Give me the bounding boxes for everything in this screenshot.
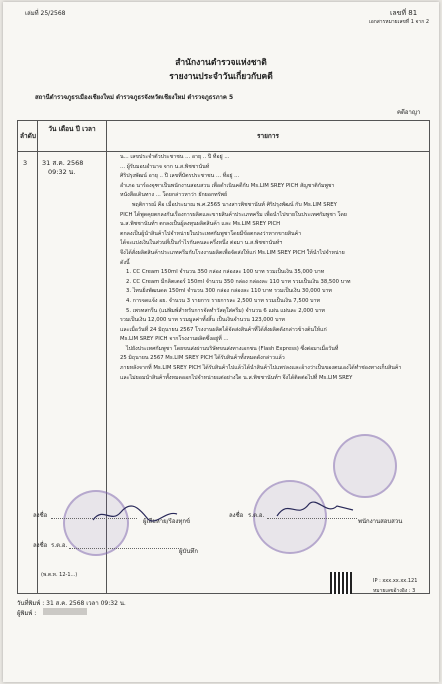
body-line: 2. CC Cream มีกลิตเตอร์ 150ml จำนวน 350 กล่อง กล่องละ 110 บาท รวมเป็นเงิน 38,500 บาท — [126, 278, 351, 285]
reference-number: หมายเลขอ้างอิง : 3 — [373, 588, 416, 594]
body-line: ตกลงเป็นผู้นำสินค้าไปจำหน่ายในประเทศกัมพูชาโดยมีข้อตกลงว่าหากขายสินค้า — [120, 230, 302, 237]
row-date: 31 ส.ค. 2568 — [42, 159, 84, 167]
page-number: เลขที่ 81 — [390, 9, 418, 17]
body-line: อำเภอ นาร์องจุฑาเป็นพนักงานสอบสวน เพื่อดำเนินคดีกับ Ms.LIM SREY PICH สัญชาติกัมพูชา — [120, 182, 335, 189]
body-line: 1. CC Cream 150ml จำนวน 350 กล่อง กล่องละ 100 บาท รวมเป็นเงิน 35,000 บาท — [126, 269, 325, 276]
ip-address: IP : xxx.xx.xx.121 — [373, 578, 418, 584]
victim-signature — [91, 502, 181, 526]
body-line: น... เลขประจำตัวประชาชน ... อายุ .. ปี ที่อยู่ ... — [120, 154, 230, 160]
row-sequence: 3 — [23, 159, 28, 167]
body-line: Ms.LIM SREY PICH จากโรงงานผลิตซึ่งอยู่ที่ ... — [120, 336, 229, 343]
agency-name: สำนักงานตำรวจแห่งชาติ — [175, 58, 267, 68]
body-line: 5. เพรทสกรีน (แม่พิมพ์สำหรับการจัดทำวัสดุใส่ครีม) จำนวน 6 แผ่น แผ่นละ 2,000 บาท — [126, 307, 325, 314]
body-line: ... ผู้รับมอบอำนาจ จาก น.ส.พิชชานันท์ — [120, 163, 210, 170]
printer-name-redacted — [43, 608, 87, 615]
body-line: 4. การจดแจ้ง อย. จำนวน 3 รายการ รายการละ 2,500 บาท รวมเป็นเงิน 7,500 บาท — [126, 297, 320, 304]
officer-signature — [275, 496, 355, 522]
report-body — [120, 153, 418, 383]
body-line: และเมื่อวันที่ 24 มิถุนายน 2567 โรงงานผลิตได้จัดส่งสินค้าที่ได้สั่งผลิตดังกล่าวข้างต้นให้แก่ — [120, 326, 327, 333]
stamp-caption: (พ.ต.ท. 12-1...) — [41, 572, 78, 578]
body-line: พฤติการณ์ คือ เมื่อประมาณ พ.ศ.2565 นางสาวพิชชานันท์ ศิริปรุงพัฒน์ กับ Ms.LIM SREY — [132, 201, 337, 208]
column-header-sequence: ลำดับ — [20, 132, 36, 140]
body-line: หนังสือเดินทาง ... โดยกล่าวหาว่า ยักยอกทรัพย์ — [120, 192, 228, 199]
body-line: ได้จะแบ่งเงินในส่วนที่เป็นกำไรกันคนละครึ่งหนึ่ง ต่อมา น.ส.พิชชานันท์ฯ — [120, 240, 283, 247]
sign-label-recorder: ลงชื่อ — [33, 542, 48, 549]
report-page — [3, 2, 439, 682]
body-line: PICH ได้พูดคุยตกลงกันเรื่องการผลิตและขายสินค้าประเภทครีม เพื่อนำไปขายในประเทศกัมพูชา โดย — [120, 211, 347, 218]
print-date: วันที่พิมพ์ : 31 ส.ค. 2568 เวลา 09:32 น. — [17, 600, 126, 607]
qr-code — [330, 572, 352, 594]
column-header-items: รายการ — [256, 132, 280, 140]
column-header-date: วัน เดือน ปี เวลา — [48, 125, 96, 133]
printer-label: ผู้พิมพ์ : — [17, 610, 37, 617]
sign-label-victim: ลงชื่อ — [33, 512, 48, 519]
body-line: 25 มิถุนายน 2567 Ms.LIM SREY PICH ได้รับสินค้าทั้งหมดดังกล่าวแล้ว — [120, 355, 285, 362]
sign-rank-officer: ร.ต.อ. — [248, 512, 265, 519]
row-time: 09:32 น. — [48, 168, 76, 176]
body-line: ศิริปรุงพัฒน์ อายุ .. ปี เลขที่บัตรประชาชน ... ที่อยู่ ... — [120, 173, 240, 180]
case-type: คดีอาญา — [397, 109, 421, 116]
sign-label-officer: ลงชื่อ — [229, 512, 244, 519]
body-line: จึงได้สั่งผลิตสินค้าประเภทครีมกับโรงงานผลิตเพื่อจัดส่งให้แก่ Ms.LIM SREY PICH ให้นำไปจำหน่าย — [120, 249, 345, 256]
sign-title-recorder: ผู้บันทึก — [179, 548, 199, 555]
body-line: น.ส.พิชชานันท์ฯ ตกลงเป็นผู้ลงทุนผลิตสินค้า และ Ms.LIM SREY PICH — [120, 221, 281, 228]
sign-rank-recorder: ร.ต.อ. — [51, 542, 68, 549]
signature-line-recorder — [69, 548, 179, 549]
body-line: และไม่ยอมนำสินค้าทั้งหมดออกไปจำหน่ายแต่อย่างใด น.ส.พิชชานันท์ฯ จึงได้ติดต่อไปที่ Ms.LIM SREY — [120, 374, 353, 381]
document-code: เอกสารหมายเลขที่ 1 จาก 2 — [369, 19, 429, 25]
body-line: ดังนี้ — [120, 259, 130, 266]
station-line: สถานีตำรวจภูธรเมืองเชียงใหม่ ตำรวจภูธรจังหวัดเชียงใหม่ ตำรวจภูธรภาค 5 — [35, 94, 234, 101]
book-number: เล่มที่ 25/2568 — [25, 10, 66, 17]
sign-title-victim: ผู้เสียหาย/ร้องทุกข์ — [143, 518, 191, 525]
official-seal-right — [333, 434, 397, 498]
body-line: รวมเป็นเงิน 12,000 บาท รวมมูลค่าทั้งสิ้น เป็นเงินจำนวน 123,000 บาท — [120, 317, 285, 324]
body-line: ภายหลังจากที่ Ms.LIM SREY PICH ได้รับสินค้าไปแล้วได้นำสินค้าไปแพร่ลงและอ้างว่าเป็นของตนเองได้ทำช่องทางเก็บสินค้า — [120, 365, 402, 372]
report-title: รายงานประจำวันเกี่ยวกับคดี — [169, 72, 273, 82]
body-line: 3. ไทนยิ่งพัฒนดด 150ml จำนวน 300 กล่อง กล่องละ 110 บาท รวมเป็นเงิน 30,000 บาท — [126, 288, 332, 295]
body-line: ไปยังประเทศกัมพูชา โดยขนส่งผ่านบริษัทขนส่งทางเอกชน (Flash Express) ซึ่งต่อมาเมื่อวันที่ — [126, 345, 339, 352]
sign-title-officer: พนักงานสอบสวน — [358, 518, 403, 525]
